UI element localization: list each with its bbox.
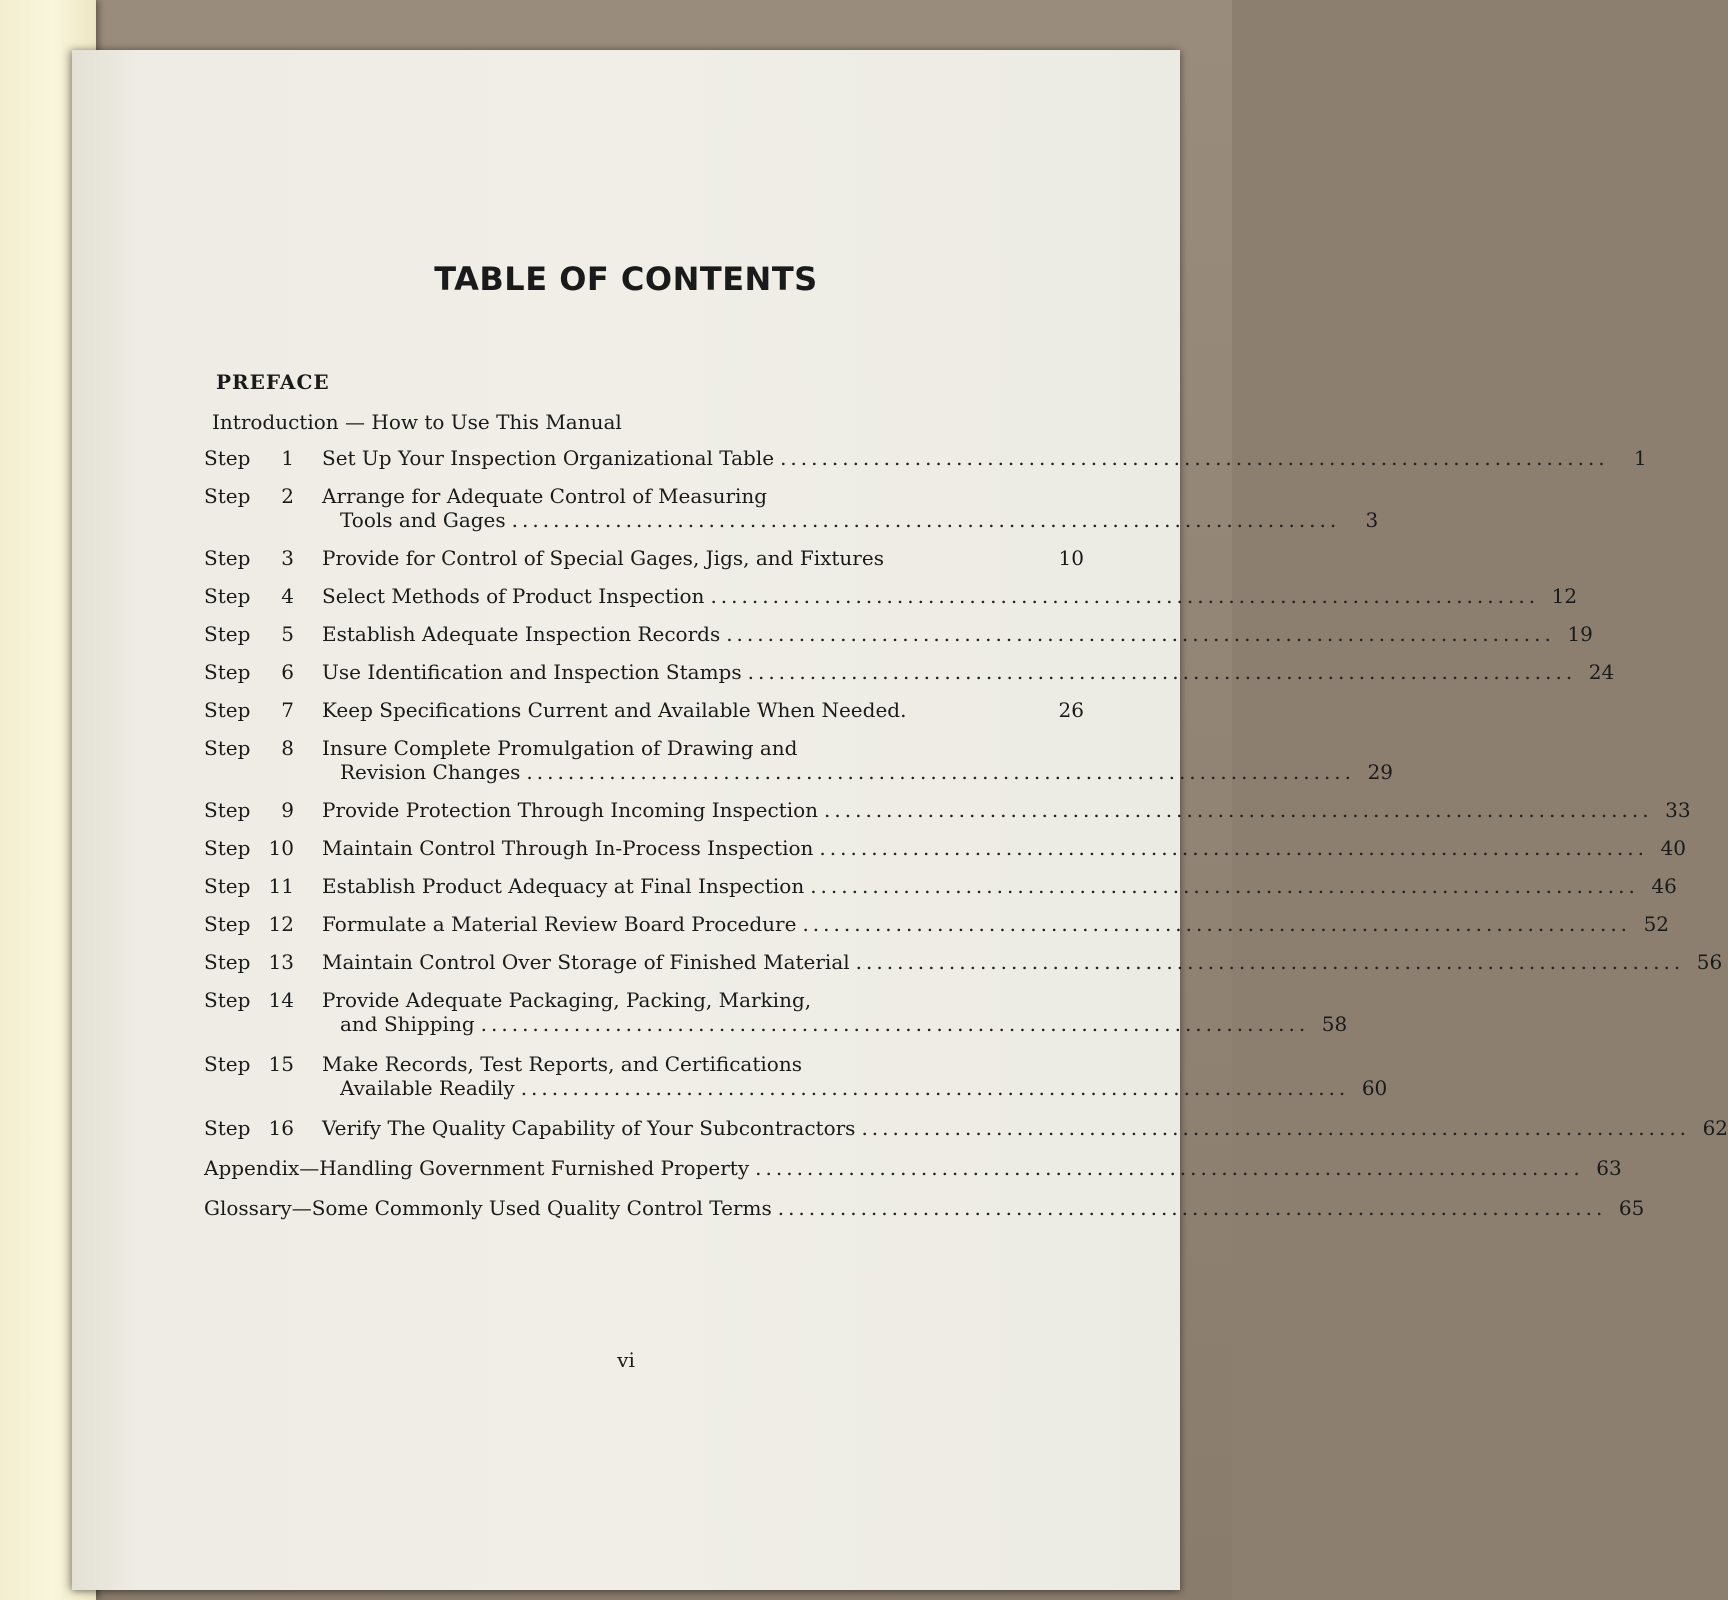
dot-leader: ................................................................................ bbox=[526, 760, 1356, 784]
toc-entry-step-7 bbox=[204, 698, 1084, 722]
step-label: Step bbox=[204, 446, 251, 470]
toc-entry-step-11 bbox=[204, 874, 1677, 898]
dot-leader: ................................................................................ bbox=[861, 1116, 1691, 1140]
step-label: Step bbox=[204, 660, 251, 684]
dot-leader: ................................................................................ bbox=[819, 836, 1648, 860]
entry-title: Appendix—Handling Government Furnished Property bbox=[204, 1156, 750, 1180]
entry-title: Insure Complete Promulgation of Drawing and bbox=[322, 736, 798, 760]
entry-title: Set Up Your Inspection Organizational Table bbox=[322, 446, 775, 470]
step-label: Step bbox=[204, 546, 251, 570]
page-number: 19 bbox=[1567, 622, 1593, 646]
step-label: Step bbox=[204, 798, 251, 822]
dot-leader: ................................................................................ bbox=[755, 1156, 1584, 1180]
step-number: 15 bbox=[268, 1052, 294, 1076]
toc-entry-step-5 bbox=[204, 622, 1593, 646]
toc-entry-step-10 bbox=[204, 836, 1686, 860]
page-number: 65 bbox=[1618, 1196, 1645, 1220]
page-number: 40 bbox=[1660, 836, 1686, 860]
page-number: 58 bbox=[1321, 1012, 1348, 1036]
entry-title: Select Methods of Product Inspection bbox=[322, 584, 705, 608]
entry-title-continuation: Tools and Gages bbox=[340, 508, 506, 532]
toc-entry-step-8 bbox=[204, 736, 1394, 784]
step-number: 8 bbox=[281, 736, 294, 760]
toc-entry-appendix bbox=[204, 1156, 1622, 1180]
step-number: 9 bbox=[281, 798, 294, 822]
step-number: 16 bbox=[268, 1116, 294, 1140]
step-label: Step bbox=[204, 950, 251, 974]
toc-entry-step-2 bbox=[204, 484, 1379, 532]
page-number: 12 bbox=[1551, 584, 1578, 608]
entry-title: Provide Adequate Packaging, Packing, Marking, bbox=[322, 988, 812, 1012]
entry-title: Establish Product Adequacy at Final Inspection bbox=[322, 874, 805, 898]
step-label: Step bbox=[204, 622, 251, 646]
step-number: 13 bbox=[268, 950, 294, 974]
step-number: 2 bbox=[281, 484, 294, 508]
dot-leader: ................................................................................ bbox=[802, 912, 1632, 936]
entry-title: Provide Protection Through Incoming Inspection bbox=[322, 798, 819, 822]
step-label: Step bbox=[204, 874, 251, 898]
dot-leader: ................................................................................ bbox=[810, 874, 1639, 898]
step-label: Step bbox=[204, 484, 251, 508]
page-folio: vi bbox=[617, 1348, 635, 1372]
dot-leader: ................................................................................ bbox=[855, 950, 1685, 974]
entry-title: Establish Adequate Inspection Records bbox=[322, 622, 721, 646]
page-number: 33 bbox=[1665, 798, 1691, 822]
entry-title: Arrange for Adequate Control of Measuring bbox=[322, 484, 768, 508]
page-number: 63 bbox=[1596, 1156, 1622, 1180]
dot-leader: ................................................................................ bbox=[747, 660, 1577, 684]
introduction-entry: Introduction — How to Use This Manual bbox=[212, 410, 622, 434]
entry-title: Maintain Control Through In-Process Inspection bbox=[322, 836, 814, 860]
page-number: 10 bbox=[1058, 546, 1084, 570]
toc-entry-step-16 bbox=[204, 1116, 1728, 1140]
toc-entry-step-4 bbox=[204, 584, 1578, 608]
dot-leader: ................................................................................ bbox=[520, 1076, 1350, 1100]
step-label: Step bbox=[204, 912, 251, 936]
dot-leader: ................................................................................ bbox=[824, 798, 1653, 822]
page-title: TABLE OF CONTENTS bbox=[434, 260, 818, 298]
step-label: Step bbox=[204, 988, 251, 1012]
toc-entry-step-14 bbox=[204, 988, 1348, 1036]
step-number: 12 bbox=[268, 912, 294, 936]
entry-title: Maintain Control Over Storage of Finished Material bbox=[322, 950, 850, 974]
toc-entry-step-9 bbox=[204, 798, 1691, 822]
page-number: 52 bbox=[1643, 912, 1670, 936]
step-number: 7 bbox=[281, 698, 294, 722]
entry-title: Glossary—Some Commonly Used Quality Control Terms bbox=[204, 1196, 772, 1220]
entry-title: Verify The Quality Capability of Your Subcontractors bbox=[322, 1116, 856, 1140]
page-number: 46 bbox=[1651, 874, 1677, 898]
preface-heading: PREFACE bbox=[216, 370, 330, 394]
page-number: 60 bbox=[1361, 1076, 1388, 1100]
toc-entry-step-12 bbox=[204, 912, 1670, 936]
step-label: Step bbox=[204, 584, 251, 608]
dot-leader: ................................................................................ bbox=[726, 622, 1555, 646]
step-label: Step bbox=[204, 1052, 251, 1076]
entry-title-continuation: and Shipping bbox=[340, 1012, 475, 1036]
entry-title: Keep Specifications Current and Available When Needed. bbox=[322, 698, 907, 722]
toc-entry-step-1 bbox=[204, 446, 1647, 470]
step-number: 10 bbox=[268, 836, 294, 860]
entry-title: Make Records, Test Reports, and Certifications bbox=[322, 1052, 802, 1076]
dot-leader: ................................................................................ bbox=[710, 584, 1540, 608]
dot-leader: ................................................................................ bbox=[780, 446, 1609, 470]
step-number: 4 bbox=[281, 584, 294, 608]
toc-entry-glossary bbox=[204, 1196, 1645, 1220]
step-number: 3 bbox=[281, 546, 294, 570]
dot-leader: ................................................................................ bbox=[511, 508, 1341, 532]
step-number: 5 bbox=[281, 622, 294, 646]
step-label: Step bbox=[204, 1116, 251, 1140]
dot-leader: ................................................................................ bbox=[777, 1196, 1607, 1220]
toc-entry-step-13 bbox=[204, 950, 1723, 974]
step-number: 6 bbox=[281, 660, 294, 684]
entry-title-continuation: Available Readily bbox=[340, 1076, 515, 1100]
page-number: 24 bbox=[1588, 660, 1615, 684]
page-number: 3 bbox=[1365, 508, 1379, 532]
book-page bbox=[72, 50, 1728, 1590]
step-label: Step bbox=[204, 698, 251, 722]
step-label: Step bbox=[204, 736, 251, 760]
step-label: Step bbox=[204, 836, 251, 860]
entry-title: Use Identification and Inspection Stamps bbox=[322, 660, 742, 684]
step-number: 14 bbox=[268, 988, 294, 1012]
dot-leader: ................................................................................ bbox=[480, 1012, 1310, 1036]
page-number: 62 bbox=[1702, 1116, 1728, 1140]
toc-entry-step-15 bbox=[204, 1052, 1388, 1100]
toc-entry-step-3 bbox=[204, 546, 1084, 570]
toc-entry-step-6 bbox=[204, 660, 1615, 684]
page-number: 1 bbox=[1633, 446, 1647, 470]
entry-title: Provide for Control of Special Gages, Jigs, and Fixtures bbox=[322, 546, 884, 570]
entry-title: Formulate a Material Review Board Procedure bbox=[322, 912, 797, 936]
page-number: 56 bbox=[1696, 950, 1723, 974]
step-number: 11 bbox=[268, 874, 294, 898]
page-number: 26 bbox=[1058, 698, 1084, 722]
entry-title-continuation: Revision Changes bbox=[340, 760, 521, 784]
step-number: 1 bbox=[281, 446, 294, 470]
page-number: 29 bbox=[1367, 760, 1394, 784]
